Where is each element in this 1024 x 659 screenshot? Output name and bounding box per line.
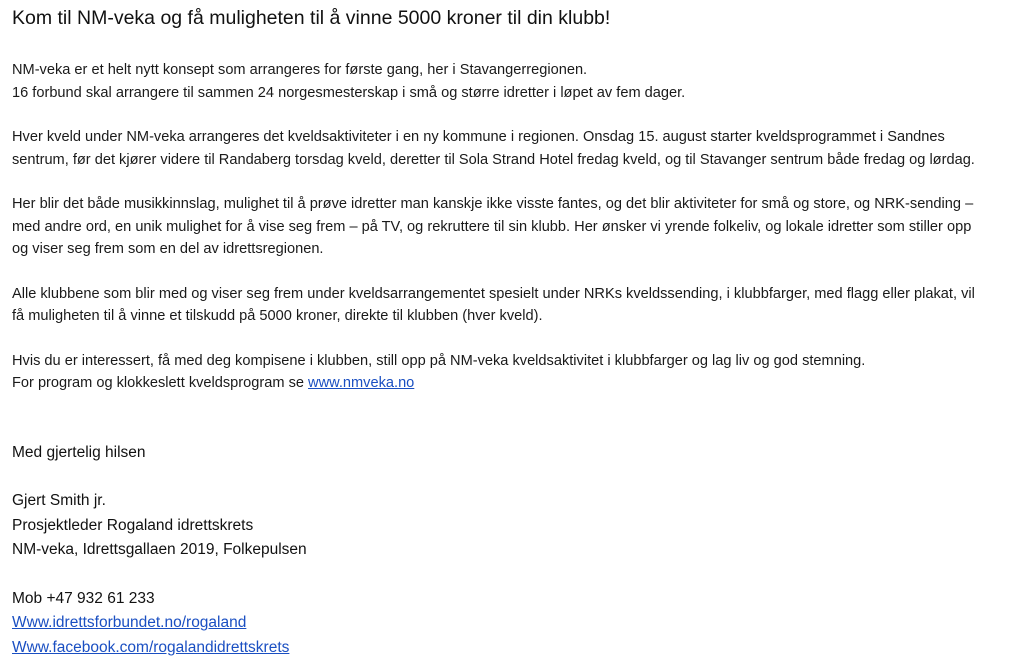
text-line: Alle klubbene som blir med og viser seg frem under kveldsarrangementet spesielt under NRKs kveldssending, i klubbfarger, med flagg eller plakat, vil [12,285,975,302]
paragraph-prize [12,283,1024,328]
email-subject: Kom til NM-veka og få muligheten til å vinne 5000 kroner til din klubb! [12,7,611,29]
paragraph-evening-program [12,126,1024,171]
program-prefix: For program og klokkeslett kveldsprogram se [12,375,309,391]
text-line: få muligheten til å vinne et tilskudd på 5000 kroner, direkte til klubben (hver kveld). [12,308,543,324]
facebook-link[interactable]: Www.facebook.com/rogalandidrettskrets [12,639,290,657]
signature [12,489,1024,563]
greeting: Med gjertelig hilsen [12,443,146,461]
text-line: sentrum, før det kjører videre til Randaberg torsdag kveld, deretter til Sola Strand Hotel fredag kveld, og til Stavanger sentrum både fredag og lørdag. [12,151,975,168]
text-line: Hver kveld under NM-veka arrangeres det kveldsaktiviteter i en ny kommune i regionen. Onsdag 15. august starter kveldsprogrammet i Sandnes [12,129,945,145]
signature-extra: NM-veka, Idrettsgallaen 2019, Folkepulsen [12,541,307,559]
paragraph-invitation [12,350,1024,395]
text-line-program [12,372,1024,395]
contact-block [12,587,1024,659]
text-line: Hvis du er interessert, få med deg kompisene i klubben, still opp på NM-veka kveldsaktivitet i klubbfarger og lag liv og god stemning. [12,352,866,369]
idrettsforbundet-link[interactable]: Www.idrettsforbundet.no/rogaland [12,614,247,632]
text-line: Her blir det både musikkinnslag, mulighet til å prøve idretter man kanskje ikke visste fantes, og det blir aktiviteter for små og store, og NRK-sending – [12,196,974,212]
paragraph-intro [12,59,1024,104]
nmveka-link[interactable]: www.nmveka.no [308,375,415,391]
signature-name: Gjert Smith jr. [12,492,106,510]
text-line: 16 forbund skal arrangere til sammen 24 norgesmesterskap i små og større idretter i løpet av fem dager. [12,84,686,101]
phone-number: Mob +47 932 61 233 [12,589,155,607]
signature-role: Prosjektleder Rogaland idrettskrets [12,516,254,534]
text-line: NM-veka er et helt nytt konsept som arrangeres for første gang, her i Stavangerregionen. [12,62,588,78]
text-line: med andre ord, en unik mulighet for å vise seg frem – på TV, og rekruttere til sin klubb. Her ønsker vi yrende folkeliv, og lokale idretter som stiller opp [12,218,972,235]
text-line: og viser seg frem som en del av idrettsregionen. [12,241,324,257]
paragraph-activities [12,193,1024,261]
